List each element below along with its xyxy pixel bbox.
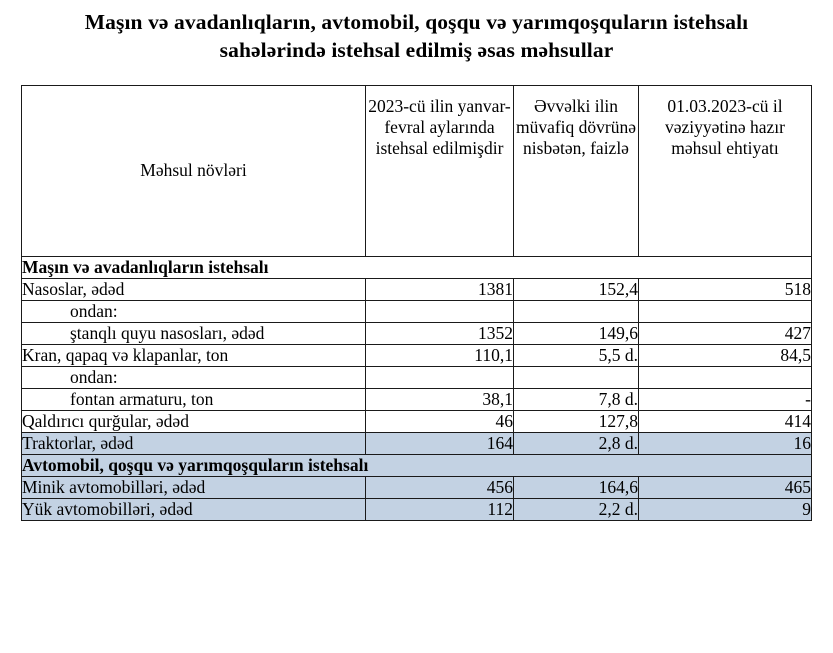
row-value-c: 518 [639, 278, 812, 300]
row-value-c: 84,5 [639, 344, 812, 366]
table-row [22, 366, 812, 388]
row-value-c: 414 [639, 410, 812, 432]
row-value-b: 164,6 [514, 476, 639, 498]
section-title: Maşın və avadanlıqların istehsalı [22, 256, 812, 278]
row-value-c [639, 366, 812, 388]
row-value-b: 127,8 [514, 410, 639, 432]
page-title: Maşın və avadanlıqların, avtomobil, qoşqu və yarımqoşquların istehsalı sahələrində istehsal edilmiş əsas məhsullar [84, 10, 749, 63]
row-value-a: 112 [366, 498, 514, 520]
row-value-c: 9 [639, 498, 812, 520]
row-value-b: 2,2 d. [514, 498, 639, 520]
row-value-a: 110,1 [366, 344, 514, 366]
row-label: ştanqlı quyu nasosları, ədəd [22, 322, 366, 344]
row-value-a: 46 [366, 410, 514, 432]
table-row [22, 388, 812, 410]
table-row [22, 278, 812, 300]
row-label: Minik avtomobilləri, ədəd [22, 476, 366, 498]
row-value-b: 7,8 d. [514, 388, 639, 410]
table-header [22, 85, 812, 256]
table-row [22, 322, 812, 344]
header-percent-vs-previous: Əvvəlki ilin müvafiq dövrünə nisbətən, faizlə [514, 85, 639, 256]
row-label: Yük avtomobilləri, ədəd [22, 498, 366, 520]
header-product-types: Məhsul növləri [22, 85, 366, 256]
row-value-c: - [639, 388, 812, 410]
row-value-c: 16 [639, 432, 812, 454]
section-title: Avtomobil, qoşqu və yarımqoşquların istehsalı [22, 454, 812, 476]
table-row [22, 454, 812, 476]
row-value-b: 152,4 [514, 278, 639, 300]
row-label: Traktorlar, ədəd [22, 432, 366, 454]
header-row [22, 85, 812, 256]
table-row [22, 432, 812, 454]
row-value-c: 427 [639, 322, 812, 344]
row-value-b: 149,6 [514, 322, 639, 344]
row-label: Kran, qapaq və klapanlar, ton [22, 344, 366, 366]
row-value-b [514, 366, 639, 388]
row-value-a: 1381 [366, 278, 514, 300]
table-row [22, 410, 812, 432]
row-label: Nasoslar, ədəd [22, 278, 366, 300]
row-value-a [366, 300, 514, 322]
table-body [22, 256, 812, 520]
row-label: fontan armaturu, ton [22, 388, 366, 410]
table-row [22, 256, 812, 278]
row-value-a: 38,1 [366, 388, 514, 410]
table-row [22, 300, 812, 322]
row-value-b: 2,8 d. [514, 432, 639, 454]
row-value-c [639, 300, 812, 322]
row-value-c: 465 [639, 476, 812, 498]
row-label: ondan: [22, 366, 366, 388]
row-value-b [514, 300, 639, 322]
table-row [22, 476, 812, 498]
header-production-period: 2023-cü ilin yanvar-fevral aylarında istehsal edilmişdir [366, 85, 514, 256]
row-value-a: 164 [366, 432, 514, 454]
row-value-b: 5,5 d. [514, 344, 639, 366]
header-stock: 01.03.2023-cü il vəziyyətinə hazır məhsul ehtiyatı [639, 85, 812, 256]
row-value-a: 456 [366, 476, 514, 498]
row-value-a: 1352 [366, 322, 514, 344]
row-label: Qaldırıcı qurğular, ədəd [22, 410, 366, 432]
table-row [22, 344, 812, 366]
table-row [22, 498, 812, 520]
row-value-a [366, 366, 514, 388]
production-table [21, 85, 812, 521]
document-page [0, 8, 833, 653]
row-label: ondan: [22, 300, 366, 322]
